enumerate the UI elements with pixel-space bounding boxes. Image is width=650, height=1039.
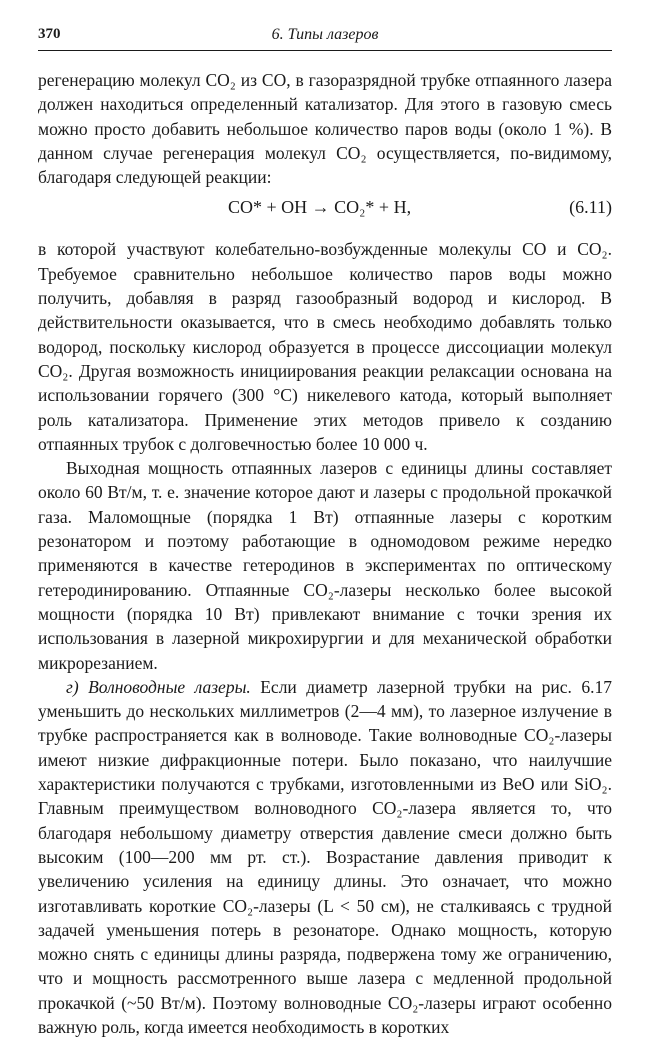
book-page [38, 20, 612, 1037]
body-text [38, 68, 612, 1039]
paragraph-waveguide-lasers [38, 675, 612, 1039]
paragraph-output-power: Выходная мощность отпаянных лазеров с единицы длины составляет около 60 Вт/м, т. е. значение которое дают и лазеры с продольной прокачкой газа. Маломощные (порядка 1 Вт) отпаянные лазеры с коротким резонатором и поэтому работающие в одномодовом режиме нередко применяются в качестве гетеродинов в экспериментах по оптическому гетеродинированию. Отпаянные CO₂-лазеры несколько более высокой мощности (порядка 10 Вт) привлекают внимание с точки зрения их использования в лазерной микрохирургии и для механической обработки микрорезанием. [38, 458, 612, 673]
page-number: 370 [38, 26, 61, 42]
subsection-heading: г) Волноводные лазеры. [66, 676, 251, 697]
equation-number: (6.11) [569, 197, 612, 218]
header-rule [38, 50, 612, 51]
paragraph-waveguide-text: Если диаметр лазерной трубки на рис. 6.17 уменьшить до нескольких миллиметров (2—4 мм), то лазерное излучение в трубке распространяется как в волноводе. Такие волноводные CO₂-лазеры имеют низкие дифракционные потери. Было показано, что наилучшие характеристики получаются с трубками, изготовленными из BeO или SiO₂. Главным преимуществом волноводного CO₂-лазера является то, что благодаря небольшому диаметру отверстия давление смеси должно быть высоким (100—200 мм рт. ст.). Возрастание давления приводит к увеличению усиления на единицу длины. Это означает, что можно изготавливать короткие CO₂-лазеры (L < 50 см), не сталкиваясь с трудной задачей уменьшения потерь в резонаторе. Однако мощность, которую можно снять с единицы длины разряда, подвержена тому же ограничению, что и мощность рассмотренного выше лазера с медленной продольной прокачкой (~50 Вт/м). Поэтому волноводные CO₂-лазеры играют особенно важную роль, когда имеется необходимость в коротких [38, 676, 612, 1037]
equation-formula: CO* + OH → CO₂* + H, [228, 197, 412, 218]
paragraph-regeneration: регенерацию молекул CO₂ из CO, в газоразрядной трубке отпаянного лазера должен находиться определенный катализатор. Для этого в газовую смесь можно просто добавить небольшое количество паров воды (около 1 %). В данном случае регенерация молекул CO₂ осуществляется, по-видимому, благодаря следующей реакции: [38, 70, 612, 188]
section-title: 6. Типы лазеров [271, 26, 379, 43]
equation-6-11 [38, 189, 612, 237]
running-head [38, 20, 612, 46]
paragraph-catalyst: в которой участвуют колебательно-возбужденные молекулы CO и CO₂. Требуемое сравнительно небольшое количество паров воды можно получить, добавляя в разряд газообразный водород и кислород. В действительности оказывается, что в смесь необходимо добавлять только водород, поскольку кислород образуется в процессе диссоциации молекул CO₂. Другая возможность инициирования реакции релаксации основана на использовании горячего (300 °C) никелевого катода, который выполняет роль катализатора. Применение этих методов привело к созданию отпаянных трубок с долговечностью более 10 000 ч. [38, 239, 612, 454]
